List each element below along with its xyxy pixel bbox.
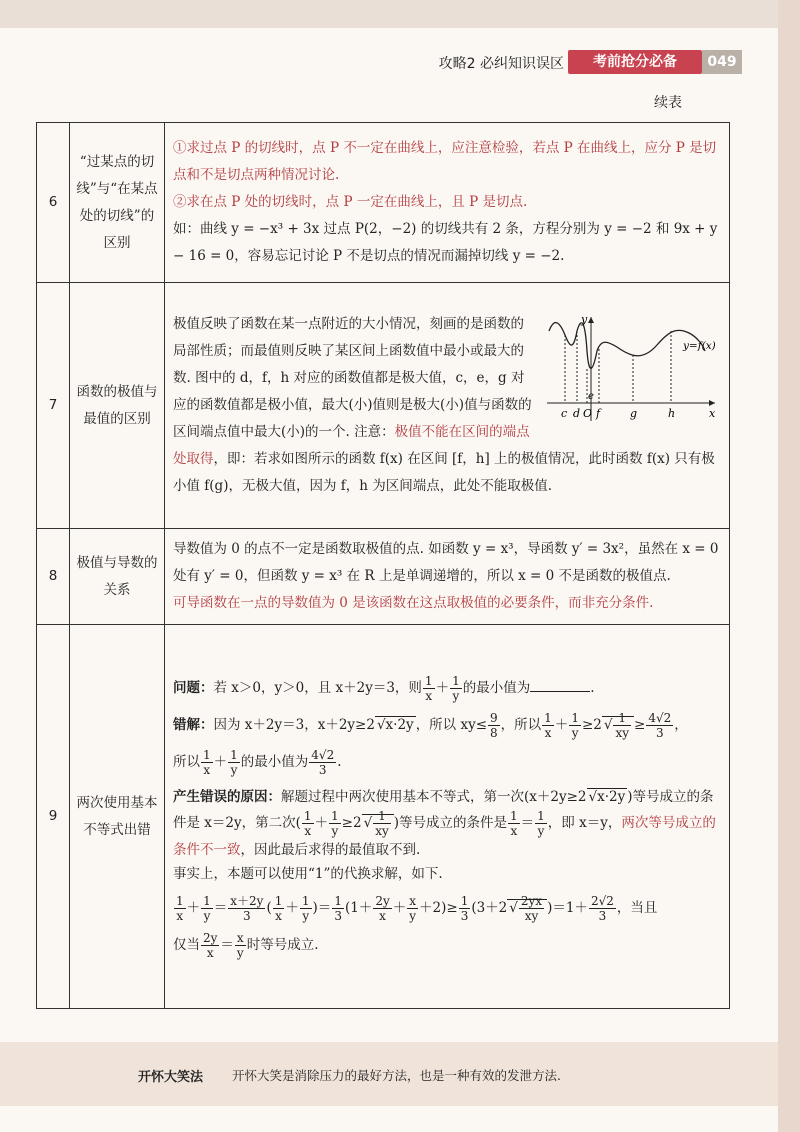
wrong-label: 错解： — [173, 716, 214, 733]
table-row — [37, 625, 730, 1009]
table-row — [37, 529, 730, 625]
row-content — [165, 123, 730, 283]
row-content — [165, 529, 730, 625]
point-label-h: h — [668, 407, 676, 420]
equality-condition: 仅当 $\frac{2y}{x}$ ＝ $\frac{x}{y}$ 时等号成立. — [173, 930, 319, 960]
point-label-c: c — [561, 407, 568, 420]
x-axis-label: x — [709, 407, 716, 420]
table-row — [37, 123, 730, 283]
function-graph-svg — [543, 311, 721, 429]
knowledge-table — [36, 122, 730, 1009]
section-badge: 考前抢分必备 — [568, 50, 702, 74]
row-number: 9 — [37, 625, 70, 1009]
point-label-f: f — [596, 407, 601, 420]
function-label: y=f(x) — [683, 340, 716, 352]
page-top-edge — [0, 0, 800, 28]
page-number: 049 — [702, 50, 742, 74]
footer-label: 开怀大笑法 — [138, 1070, 204, 1085]
table-row — [37, 283, 730, 529]
wrong-conclusion: 所以 $\frac{1}{x}$ ＋ $\frac{1}{y}$ 的最小值为 $\frac{4√2}{3}$ . — [173, 747, 342, 777]
page-footer — [0, 1042, 778, 1106]
extremum-note: 极值不能在区间的端点处取得 — [173, 424, 530, 467]
wrong-solution: 错解：因为 x＋2y＝3，x＋2y≥2 √x·2y ，所以 xy≤ $\frac{9}{8}$ ，所以 $\frac{1}{x}$ ＋ $\frac{1}{y}$ ≥2 √ $\frac{1}{xy}$ ≥ $\frac{4√2}{3}$ ， — [173, 710, 688, 740]
reason-label: 产生错误的原因： — [173, 788, 281, 805]
extremum-text: 极值反映了函数在某一点附近的大小情况，刻画的是函数的局部性质；而最值则反映了某区间上函数值中最小或最大的数. 图中的 d，f，h 对应的函数值都是极大值，c，e，g 对应的函数值都是极小值，最大(小)值则是极大(小)值与函数的区间端点值中最大(小)的一个. 注意： — [173, 316, 532, 440]
point-label-d: d — [573, 407, 581, 420]
row-number: 7 — [37, 283, 70, 529]
example-text: 如：曲线 y = −x³ + 3x 过点 P(2，−2) 的切线共有 2 条，方程分别为 y = −2 和 9x + y − 16 = 0，容易忘记讨论 P 不是切点的情况而漏掉切线 y = −2. — [173, 221, 718, 264]
row-content — [165, 625, 730, 1009]
error-reason: 产生错误的原因：解题过程中两次使用基本不等式，第一次(x＋2y≥2 √x·2y )等号成立的条件是 x＝2y，第二次( $\frac{1}{x}$ ＋ $\frac{1}{y}$ ≥2 √ $\frac{1}{xy}$ )等号成立的条件是 $\frac{1}{x}$ ＝ $\frac{1}{y}$ ，即 x＝y，两次等号成立的条件不一致，因此最后求得的最值取不到. — [173, 788, 716, 858]
y-axis-label: y — [581, 313, 588, 326]
footer-text: 开怀大笑是消除压力的最好方法，也是一种有效的发泄方法. — [232, 1068, 561, 1083]
point-label-e: e — [588, 391, 594, 402]
fact-line: 事实上，本题可以使用“1”的代换求解，如下. — [173, 865, 443, 882]
x-axis-arrow — [709, 400, 715, 406]
continued-label: 续表 — [654, 95, 682, 111]
y-axis-arrow — [588, 317, 594, 323]
row-topic: “过某点的切线”与“在某点处的切线”的区别 — [70, 123, 165, 283]
point-1: ①求过点 P 的切线时，点 P 不一定在曲线上，应注意检验，若点 P 在曲线上，应分 P 是切点和不是切点两种情况讨论. — [173, 140, 717, 183]
row-number: 8 — [37, 529, 70, 625]
reason-highlight: 两次等号成立的条件不一致 — [173, 814, 716, 858]
function-curve — [549, 323, 705, 369]
page-header — [0, 50, 760, 74]
row-content — [165, 283, 730, 529]
correct-solution: $\frac{1}{x}$ ＋ $\frac{1}{y}$ ＝ $\frac{x+2y}{3}$ ( $\frac{1}{x}$ ＋ $\frac{1}{y}$ )＝ $\frac{1}{3}$ (1＋ $\frac{2y}{x}$ ＋ $\frac{x}{y}$ ＋2)≥ $\frac{1}{3}$ (3＋2 √ $\frac{2yx}{xy}$ )＝1＋ $\frac{2√2}{3}$ ，当且 — [176, 893, 658, 923]
reason-end: ，因此最后求得的最值取不到. — [240, 841, 421, 858]
point-2: ②求在点 P 处的切线时，点 P 一定在曲线上，且 P 是切点. — [173, 194, 528, 210]
question-label: 问题： — [173, 679, 214, 696]
row-topic: 两次使用基本不等式出错 — [70, 625, 165, 1009]
side-tab-strip — [778, 0, 800, 1132]
row-topic: 极值与导数的关系 — [70, 529, 165, 625]
extremum-text-end: ，即：若求如图所示的函数 f(x) 在区间 [f，h] 上的极值情况，此时函数 f(x) 只有极小值 f(g)，无极大值，因为 f，h 为区间端点，此处不能取极值. — [173, 451, 715, 494]
point-label-g: g — [630, 407, 638, 420]
breadcrumb: 攻略2 必纠知识误区 — [438, 56, 564, 72]
row-number: 6 — [37, 123, 70, 283]
origin-label: O — [583, 407, 593, 420]
row-topic: 函数的极值与最值的区别 — [70, 283, 165, 529]
derivative-text: 导数值为 0 的点不一定是函数取极值的点. 如函数 y = x³，导函数 y′ = 3x²，虽然在 x = 0 处有 y′ = 0，但函数 y = x³ 在 R 上是单调递增的，所以 x = 0 不是函数的极值点. — [173, 541, 719, 584]
derivative-conclusion: 可导函数在一点的导数值为 0 是该函数在这点取极值的必要条件，而非充分条件. — [173, 595, 654, 611]
question-line: 问题：若 x＞0，y＞0，且 x＋2y＝3，则 $\frac{1}{x}$ ＋ $\frac{1}{y}$ 的最小值为 . — [173, 673, 595, 703]
function-graph — [543, 311, 721, 429]
